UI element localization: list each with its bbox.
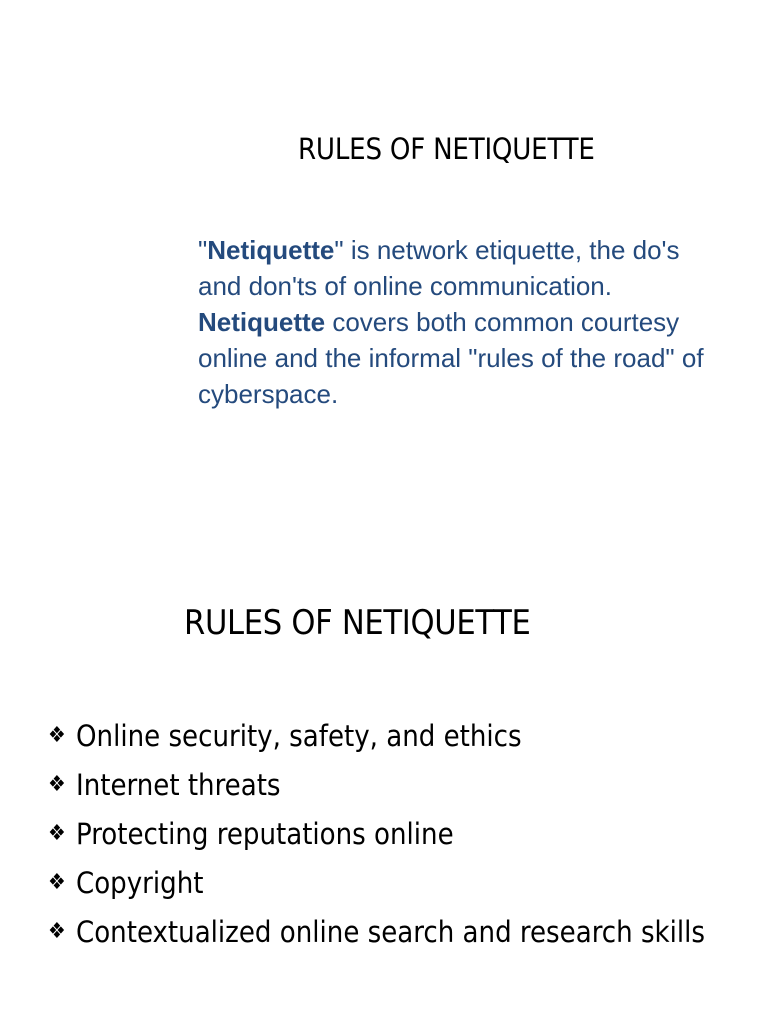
list-item-text: Contextualized online search and research skills bbox=[76, 915, 705, 949]
definition-text bbox=[198, 232, 728, 412]
coverage-rest: covers both common courtesy online and the informal "rules of the road" of cyberspace. bbox=[198, 307, 704, 409]
list-item bbox=[48, 863, 728, 903]
topic-list bbox=[48, 716, 728, 961]
list-item-text: Protecting reputations online bbox=[76, 817, 454, 851]
list-item bbox=[48, 765, 728, 805]
term-netiquette: Netiquette bbox=[198, 307, 326, 337]
list-item bbox=[48, 814, 728, 854]
diamond-bullet-icon: ❖ bbox=[48, 772, 66, 797]
coverage-paragraph bbox=[198, 304, 728, 412]
list-item-text: Online security, safety, and ethics bbox=[76, 719, 522, 753]
slide-title: RULES OF NETIQUETTE bbox=[298, 132, 595, 166]
slide-topics bbox=[0, 512, 768, 1024]
list-item-text: Internet threats bbox=[76, 768, 281, 802]
diamond-bullet-icon: ❖ bbox=[48, 723, 66, 748]
definition-rest: " is network etiquette, the do's and don'ts of online communication. bbox=[198, 235, 680, 301]
diamond-bullet-icon: ❖ bbox=[48, 821, 66, 846]
list-item-text: Copyright bbox=[76, 866, 204, 900]
open-quote: " bbox=[198, 235, 208, 265]
diamond-bullet-icon: ❖ bbox=[48, 870, 66, 895]
list-item bbox=[48, 912, 728, 952]
definition-paragraph bbox=[198, 232, 728, 304]
list-item bbox=[48, 716, 728, 756]
term-netiquette: Netiquette bbox=[207, 235, 335, 265]
slide-title: RULES OF NETIQUETTE bbox=[184, 603, 531, 643]
diamond-bullet-icon: ❖ bbox=[48, 919, 66, 944]
